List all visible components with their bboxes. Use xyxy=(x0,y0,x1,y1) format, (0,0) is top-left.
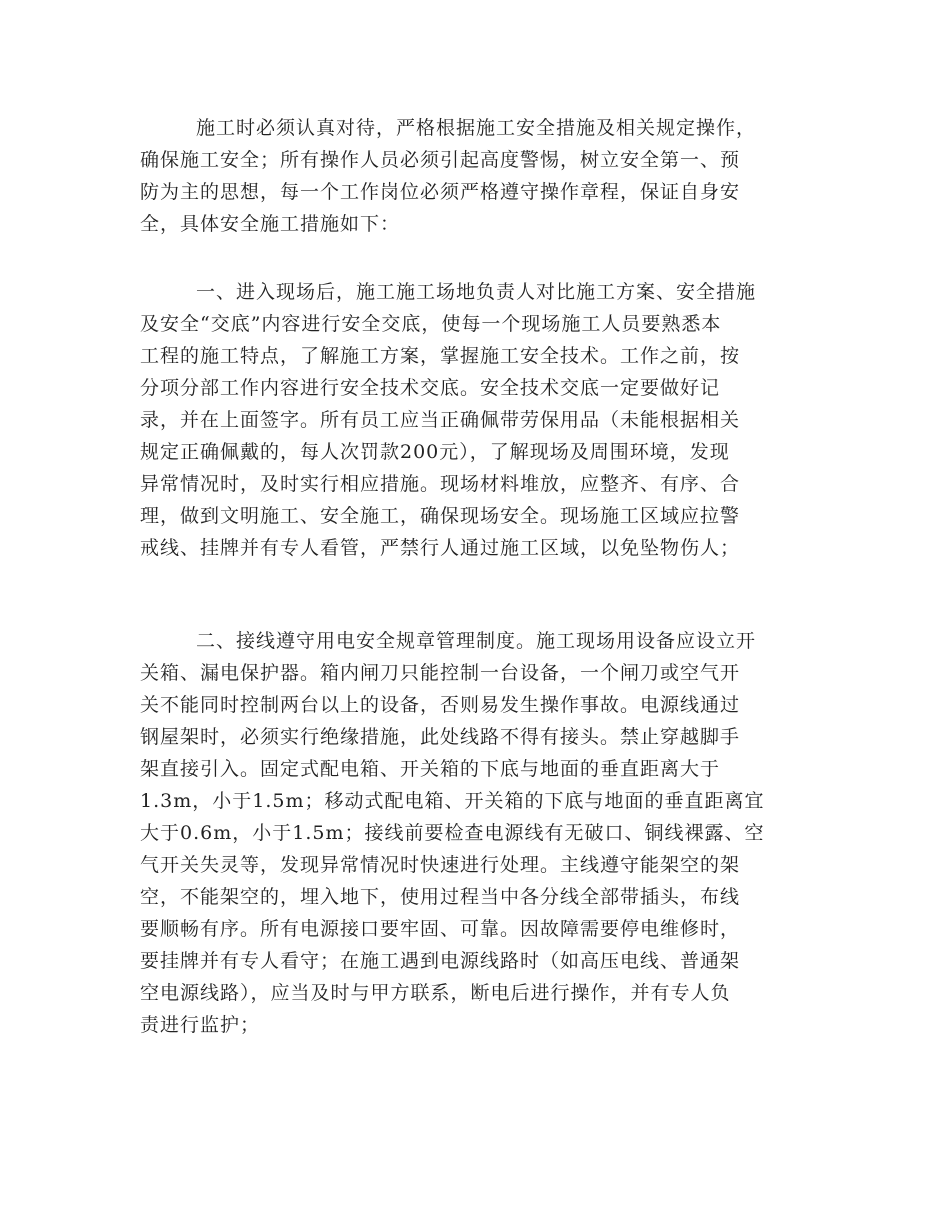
text-line: 一、进入现场后，施工施工场地负责人对比施工方案、安全措施 xyxy=(196,281,757,303)
text-line: 理，做到文明施工、安全施工，确保现场安全。现场施工区域应拉警 xyxy=(140,505,741,527)
paragraph-section-2 xyxy=(140,625,820,1041)
text-line: 关箱、漏电保护器。箱内闸刀只能控制一台设备，一个闸刀或空气开 xyxy=(140,662,741,684)
text-line: 二、接线遵守用电安全规章管理制度。施工现场用设备应设立开 xyxy=(196,630,757,652)
text-line: 要挂牌并有专人看守；在施工遇到电源线路时（如高压电线、普通架 xyxy=(140,950,741,972)
text-line: 空电源线路），应当及时与甲方联系，断电后进行操作，并有专人负 xyxy=(140,982,731,1004)
text-line: 及安全“交底”内容进行安全交底，使每一个现场施工人员要熟悉本 xyxy=(140,313,722,335)
text-line: 异常情况时，及时实行相应措施。现场材料堆放，应整齐、有序、合 xyxy=(140,473,741,495)
text-line: 录，并在上面签字。所有员工应当正确佩带劳保用品（未能根据相关 xyxy=(140,409,741,431)
text-line: 规定正确佩戴的，每人次罚款200元），了解现场及周围环境，发现 xyxy=(140,441,730,463)
text-line: 架直接引入。固定式配电箱、开关箱的下底与地面的垂直距离大于 xyxy=(140,758,721,780)
text-line: 防为主的思想，每一个工作岗位必须严格遵守操作章程，保证自身安 xyxy=(140,181,741,203)
paragraph-intro xyxy=(140,112,820,240)
text-line: 全，具体安全施工措施如下： xyxy=(140,213,401,235)
text-line: 戒线、挂牌并有专人看管，严禁行人通过施工区域，以免坠物伤人； xyxy=(140,537,741,559)
text-line: 大于0.6m，小于1.5m；接线前要检查电源线有无破口、铜线裸露、空 xyxy=(140,822,765,844)
text-line: 确保施工安全；所有操作人员必须引起高度警惕，树立安全第一、预 xyxy=(140,149,741,171)
text-line: 分项分部工作内容进行安全技术交底。安全技术交底一定要做好记 xyxy=(140,377,721,399)
text-line: 责进行监护； xyxy=(140,1014,261,1036)
text-line: 钢屋架时，必须实行绝缘措施，此处线路不得有接头。禁止穿越脚手 xyxy=(140,726,741,748)
text-line: 1.3m，小于1.5m；移动式配电箱、开关箱的下底与地面的垂直距离宜 xyxy=(140,790,765,812)
text-line: 要顺畅有序。所有电源接口要牢固、可靠。因故障需要停电维修时， xyxy=(140,918,741,940)
text-line: 关不能同时控制两台以上的设备，否则易发生操作事故。电源线通过 xyxy=(140,694,741,716)
paragraph-section-1 xyxy=(140,276,820,564)
text-line: 施工时必须认真对待，严格根据施工安全措施及相关规定操作， xyxy=(196,117,757,139)
text-line: 空，不能架空的，埋入地下，使用过程当中各分线全部带插头，布线 xyxy=(140,886,741,908)
text-line: 气开关失灵等，发现异常情况时快速进行处理。主线遵守能架空的架 xyxy=(140,854,741,876)
text-line: 工程的施工特点，了解施工方案，掌握施工安全技术。工作之前，按 xyxy=(140,345,741,367)
